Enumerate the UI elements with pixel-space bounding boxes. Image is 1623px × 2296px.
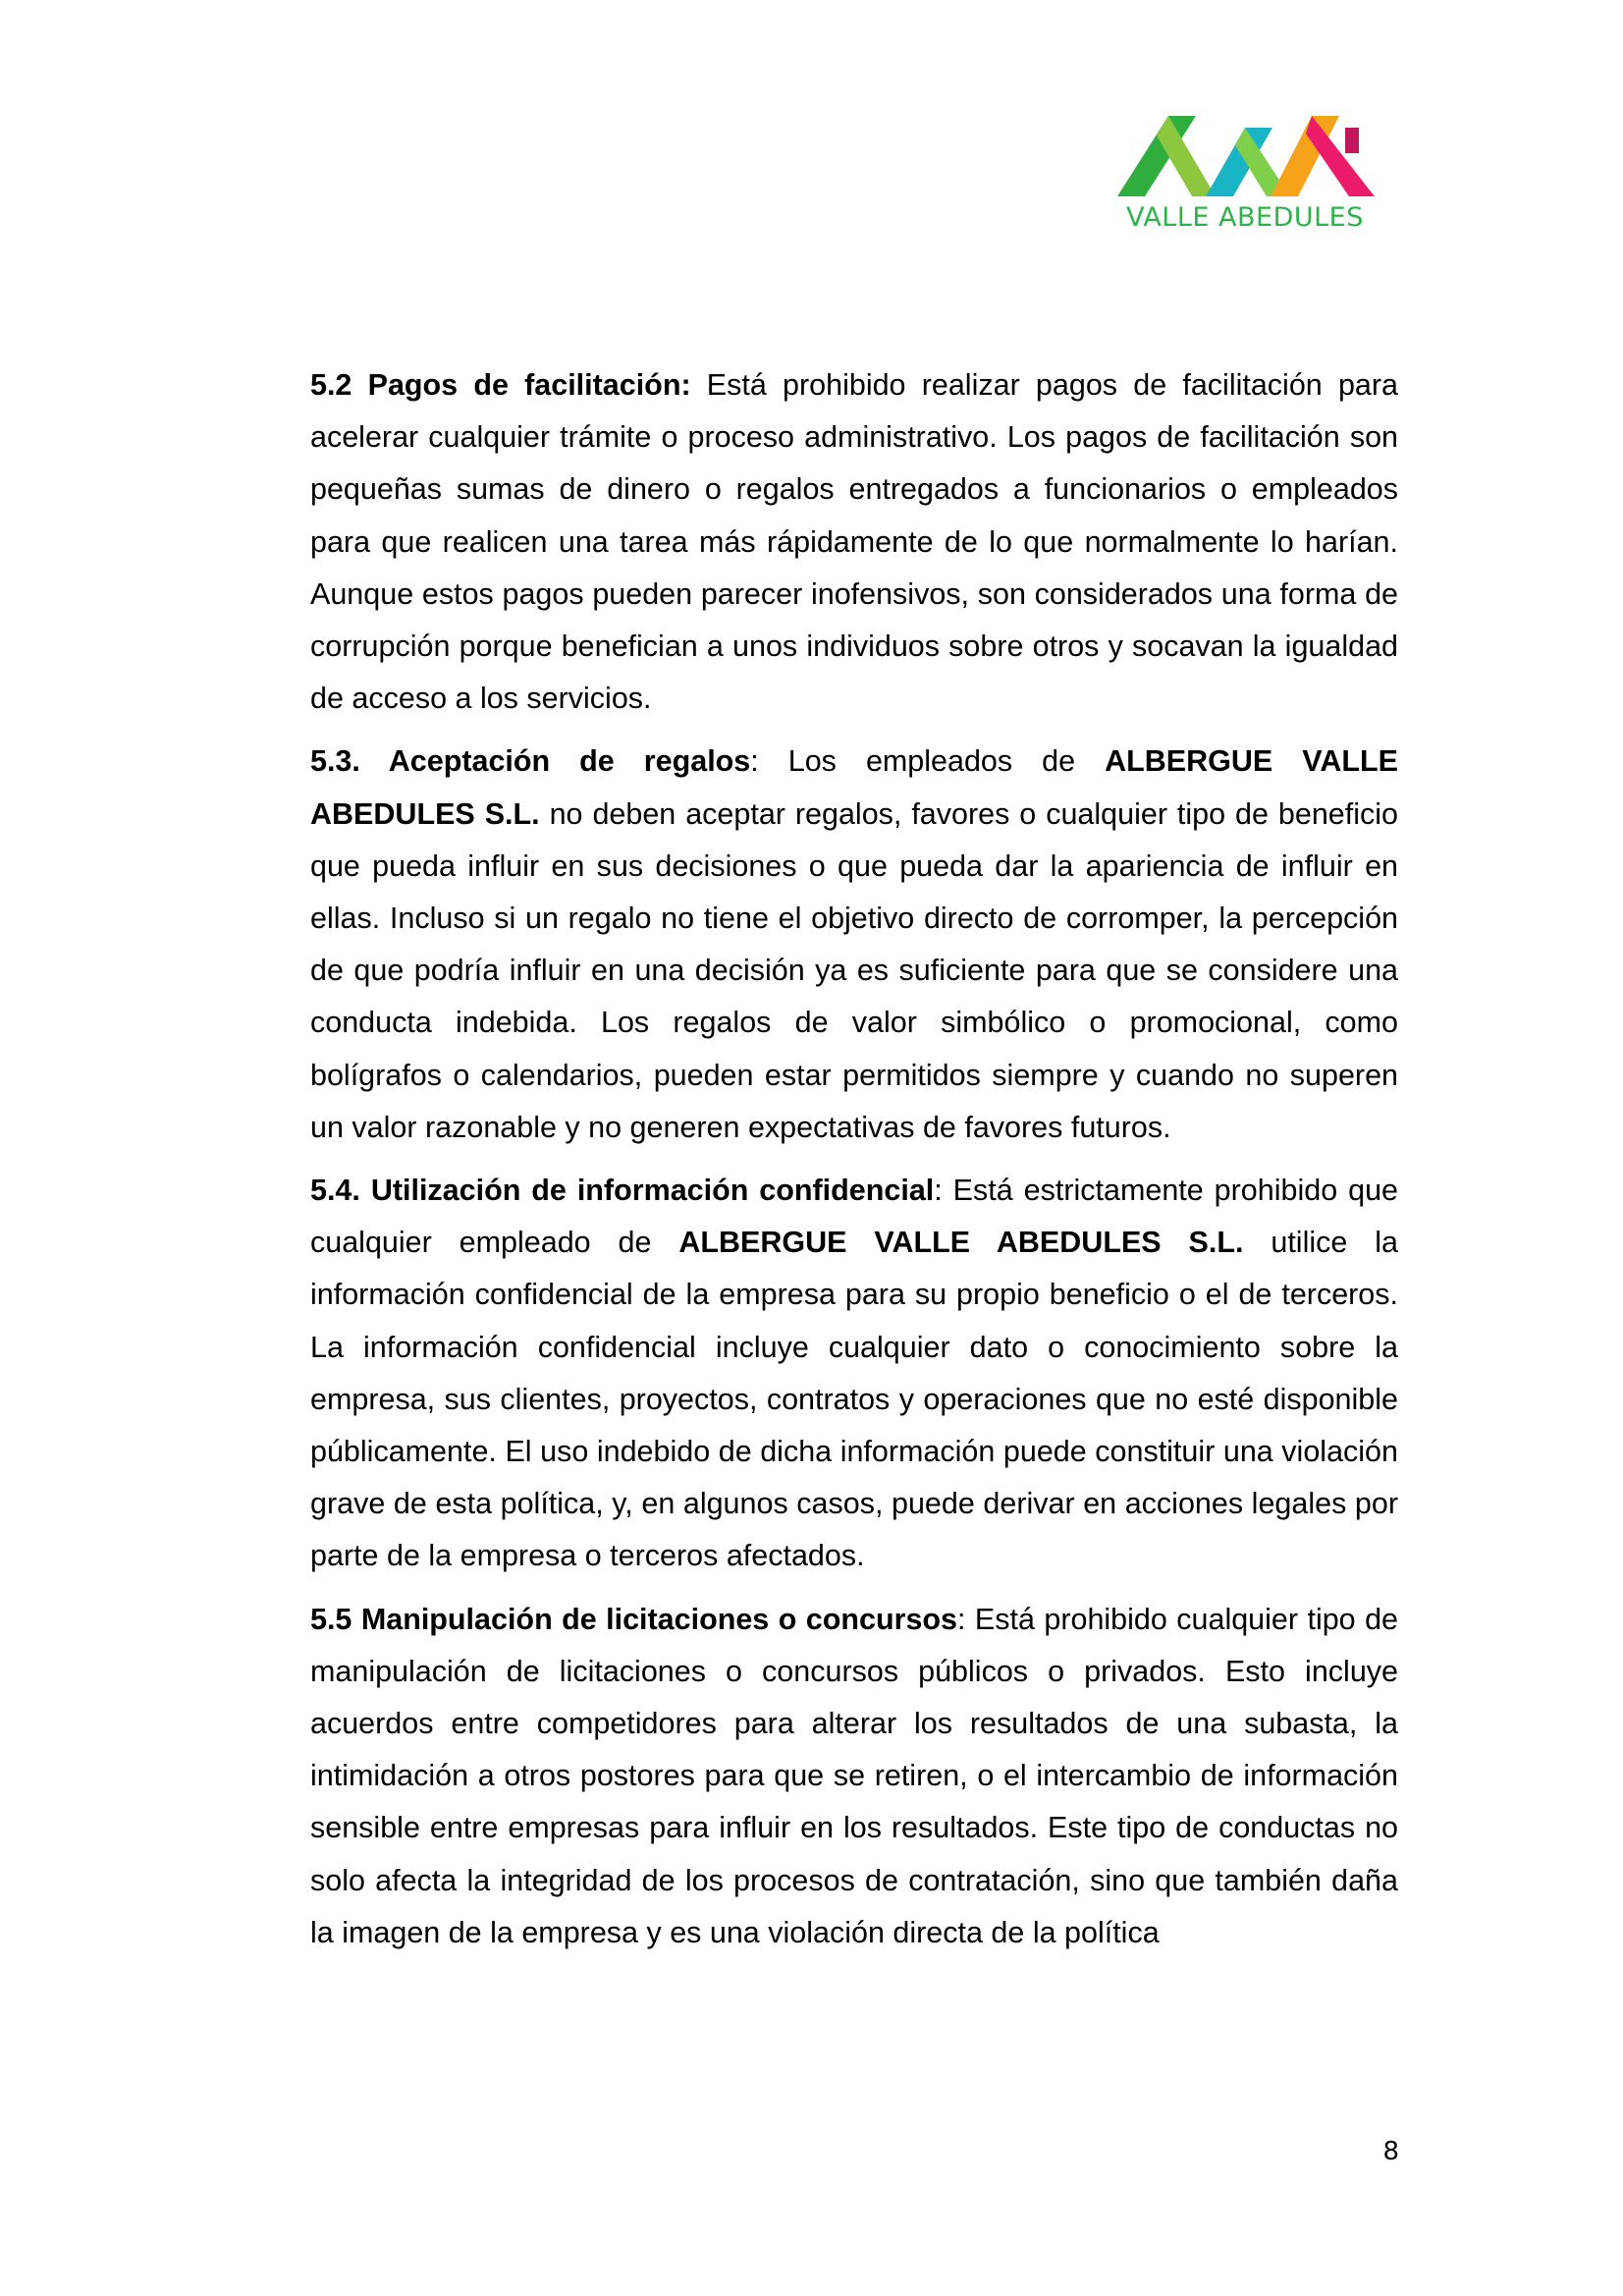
section-text: no deben aceptar regalos, favores o cualquier tipo de beneficio que pueda influir en sus decisiones o que pueda dar la apariencia de influir en ellas. Incluso si un regalo no tiene el objetivo directo de corromper, la percepción de que podría influir en una decisión ya es suficiente para que se considere una conducta indebida. Los regalos de valor simbólico o promocional, como bolígrafos o calendarios, pueden estar permitidos siempre y cuando no superen un valor razonable y no generen expectativas de favores futuros. — [310, 796, 1398, 1144]
section-text: Está prohibido realizar pagos de facilitación para acelerar cualquier trámite o proceso administrativo. Los pagos de facilitación son pequeñas sumas de dinero o regalos entregados a funcionarios o empleados para que realicen una tarea más rápidamente de lo que normalmente lo harían. Aunque estos pagos pueden parecer inofensivos, son considerados una forma de corrupción porque benefician a unos individuos sobre otros y socavan la igualdad de acceso a los servicios. — [310, 368, 1399, 716]
section-heading: 5.4. Utilización de información confidencial — [310, 1174, 935, 1208]
section-paragraph — [310, 736, 1398, 1154]
section-heading: 5.5 Manipulación de licitaciones o concursos — [310, 1602, 957, 1636]
section-paragraph — [310, 1165, 1398, 1583]
logo-text: VALLE ABEDULES — [1126, 202, 1364, 233]
section-paragraph — [310, 1594, 1398, 1959]
page-number: 8 — [1382, 2137, 1399, 2166]
section-heading: 5.3. Aceptación de regalos — [310, 744, 751, 779]
section-paragraph — [310, 359, 1398, 725]
section-text: utilice la información confidencial de la empresa para su propio beneficio o el de terceros. La información confidencial incluye cualquier dato o conocimiento sobre la empresa, sus clientes, proyectos, contratos y operaciones que no esté disponible públicamente. El uso indebido de dicha información puede constituir una violación grave de esta política, y, en algunos casos, puede derivar en acciones legales por parte de la empresa o terceros afectados. — [310, 1226, 1398, 1573]
company-logo — [1098, 106, 1392, 244]
section-text: : Los empleados de — [750, 744, 1106, 779]
company-name: ALBERGUE VALLE ABEDULES S.L. — [310, 744, 1398, 831]
document-body — [310, 359, 1398, 1970]
section-text: : Está prohibido cualquier tipo de manipulación de licitaciones o concursos públicos o privados. Esto incluye acuerdos entre competidores para alterar los resultados de una subasta, la intimidación a otros postores para que se retiren, o el intercambio de información sensible entre empresas para influir en los resultados. Este tipo de conductas no solo afecta la integridad de los procesos de contratación, sino que también daña la imagen de la empresa y es una violación directa de la política — [310, 1602, 1398, 1949]
section-heading: 5.2 Pagos de facilitación: — [310, 368, 691, 402]
company-name: ALBERGUE VALLE ABEDULES S.L. — [678, 1226, 1244, 1260]
logo-mountains-icon — [1098, 106, 1392, 204]
section-text: : Está estrictamente prohibido que cualquier empleado de — [310, 1174, 1398, 1260]
